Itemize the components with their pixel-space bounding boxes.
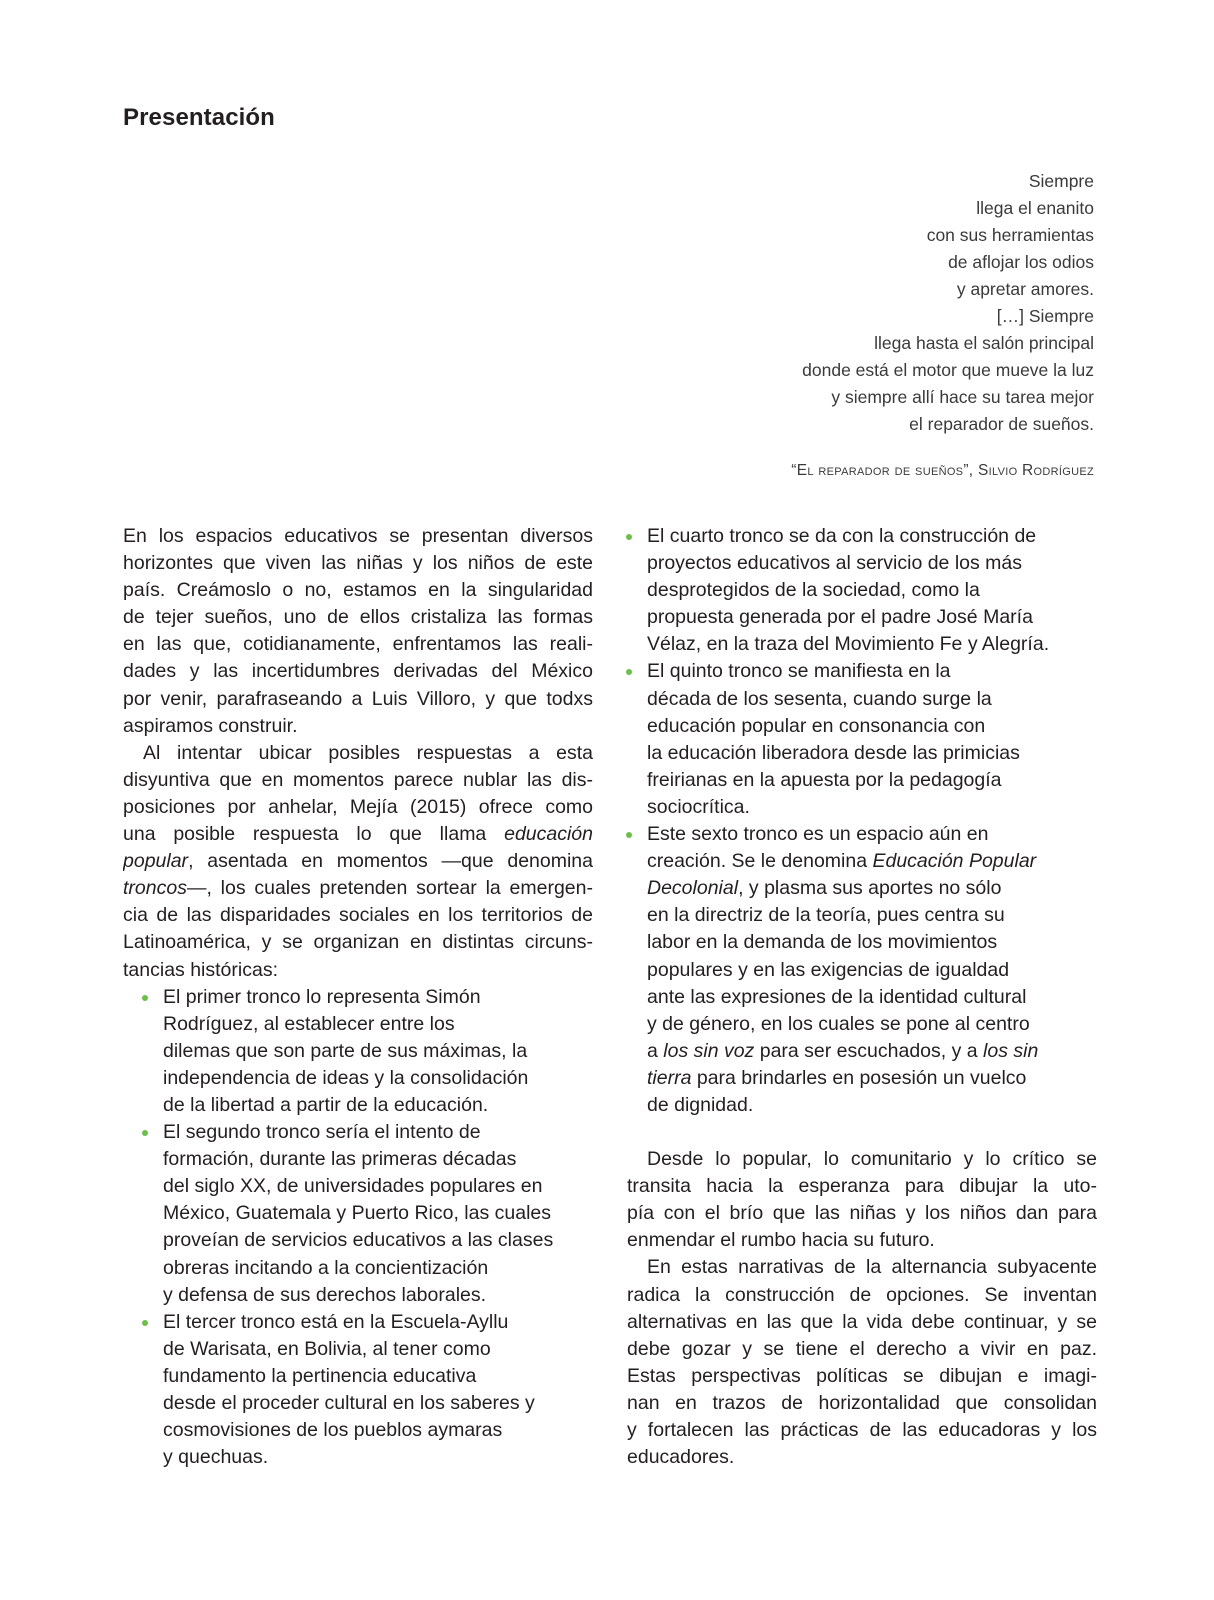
epigraph-line: llega hasta el salón principal	[874, 333, 1094, 353]
text-line: horizontes que viven las niñas y los niños de este	[123, 552, 593, 575]
text-line: Latinoamérica, y se organizan en distintas circuns-	[123, 931, 593, 954]
list-item: El segundo tronco sería el intento de formación, durante las primeras décadas del siglo XX, de universidades populares en México, Guatemala y Puerto Rico, las cuales proveían de servicios educativos a las clases obreras incitando a la concientización y defensa de sus derechos laborales.	[123, 1119, 593, 1309]
text-line: tancias históricas:	[123, 958, 278, 981]
list-item: El quinto tronco se manifiesta en la década de los sesenta, cuando surge la educación popular en consonancia con la educación liberadora desde las primicias freirianas en la apuesta por la pedagogía sociocrítica.	[607, 658, 1097, 821]
text-line: de tejer sueños, uno de ellos cristaliza las formas	[123, 606, 593, 629]
paragraph-desde-lo-popular	[627, 1146, 1097, 1254]
text-line: troncos—, los cuales pretenden sortear la emergen-	[123, 877, 593, 900]
text-line: dades y las incertidumbres derivadas del México	[123, 660, 593, 683]
text-line: transita hacia la esperanza para dibujar la uto-	[627, 1175, 1097, 1198]
text-line: popular, asentada en momentos —que denomina	[123, 850, 593, 873]
text-line: nan en trazos de horizontalidad que consolidan	[627, 1391, 1097, 1414]
epigraph-line: […] Siempre	[996, 306, 1094, 326]
text-line: una posible respuesta lo que llama educación	[123, 823, 593, 846]
epigraph-line: donde está el motor que mueve la luz	[802, 360, 1094, 380]
epigraph-line: con sus herramientas	[926, 225, 1094, 245]
text-line: disyuntiva que en momentos parece nublar las dis-	[123, 768, 593, 791]
epigraph-line: y apretar amores.	[956, 279, 1094, 299]
bullet-dot-icon	[142, 995, 148, 1001]
text-line: Desde lo popular, lo comunitario y lo crítico se	[647, 1148, 1097, 1171]
text-line: educadores.	[627, 1446, 735, 1469]
epigraph-line: el reparador de sueños.	[909, 414, 1094, 434]
text-line: y fortalecen las prácticas de las educadoras y los	[627, 1419, 1097, 1441]
paragraph-troncos	[123, 740, 593, 984]
list-item: Este sexto tronco es un espacio aún en creación. Se le denomina Educación Popular Decolonial, y plasma sus aportes no sólo en la directriz de la teoría, pues centra su labor en la demanda de los movimientos populares y en las exigencias de igualdad ante las expresiones de la identidad cultural y de género, en los cuales se pone al centro a los sin voz para ser escuchados, y a los sin tierra para brindarles en posesión un vuelco de dignidad.	[607, 821, 1097, 1119]
bullet-dot-icon	[626, 832, 632, 838]
text-line: alternativas en las que la vida debe continuar, y se	[627, 1310, 1097, 1333]
text-line: debe gozar y se tiene el derecho a vivir en paz.	[627, 1337, 1097, 1360]
bullet-dot-icon	[142, 1320, 148, 1326]
epigraph-line: y siempre allí hace su tarea mejor	[831, 387, 1094, 407]
epigraph-attribution: “El reparador de sueños”, Silvio Rodríguez	[791, 462, 1094, 479]
bullet-list	[123, 984, 593, 1472]
epigraph-line: llega el enanito	[976, 198, 1094, 218]
text-line: cia de las disparidades sociales en los territorios de	[123, 904, 593, 927]
text-line: en las que, cotidianamente, enfrentamos las reali-	[123, 633, 593, 656]
list-item: El cuarto tronco se da con la construcción de proyectos educativos al servicio de los más desprotegidos de la sociedad, como la propuesta generada por el padre José María Vélaz, en la traza del Movimiento Fe y Alegría.	[607, 523, 1097, 658]
text-line: En los espacios educativos se presentan diversos	[123, 525, 593, 547]
text-line: posiciones por anhelar, Mejía (2015) ofrece como	[123, 795, 593, 818]
text-line: pía con el brío que las niñas y los niños dan para	[627, 1202, 1097, 1225]
text-line: enmendar el rumbo hacia su futuro.	[627, 1229, 935, 1252]
right-column	[627, 523, 1097, 1471]
paragraph-narrativas	[627, 1254, 1097, 1471]
bullet-dot-icon	[626, 534, 632, 540]
left-column	[123, 523, 593, 1471]
epigraph-line: de aflojar los odios	[948, 252, 1094, 272]
bullet-dot-icon	[142, 1130, 148, 1136]
text-line: Estas perspectivas políticas se dibujan e imagi-	[627, 1364, 1097, 1387]
text-line: radica la construcción de opciones. Se inventan	[627, 1283, 1097, 1306]
text-line: país. Creámoslo o no, estamos en la singularidad	[123, 579, 593, 602]
text-line: Al intentar ubicar posibles respuestas a esta	[143, 741, 593, 764]
epigraph-line: Siempre	[1028, 171, 1094, 191]
text-line: por venir, parafraseando a Luis Villoro, y que todxs	[123, 687, 593, 710]
epigraph	[574, 168, 1094, 438]
text-line: En estas narrativas de la alternancia subyacente	[647, 1256, 1097, 1279]
list-item: El primer tronco lo representa Simón Rodríguez, al establecer entre los dilemas que son parte de sus máximas, la independencia de ideas y la consolidación de la libertad a partir de la educación.	[123, 984, 593, 1119]
page-title: Presentación	[123, 104, 275, 131]
paragraph-intro	[123, 523, 593, 740]
bullet-dot-icon	[626, 669, 632, 675]
list-item: El tercer tronco está en la Escuela-Ayllu de Warisata, en Bolivia, al tener como fundamento la pertinencia educativa desde el proceder cultural en los saberes y cosmovisiones de los pueblos aymaras y quechuas.	[123, 1309, 593, 1472]
text-line: aspiramos construir.	[123, 714, 298, 737]
bullet-list	[627, 523, 1097, 1119]
spacer	[627, 1119, 1097, 1146]
